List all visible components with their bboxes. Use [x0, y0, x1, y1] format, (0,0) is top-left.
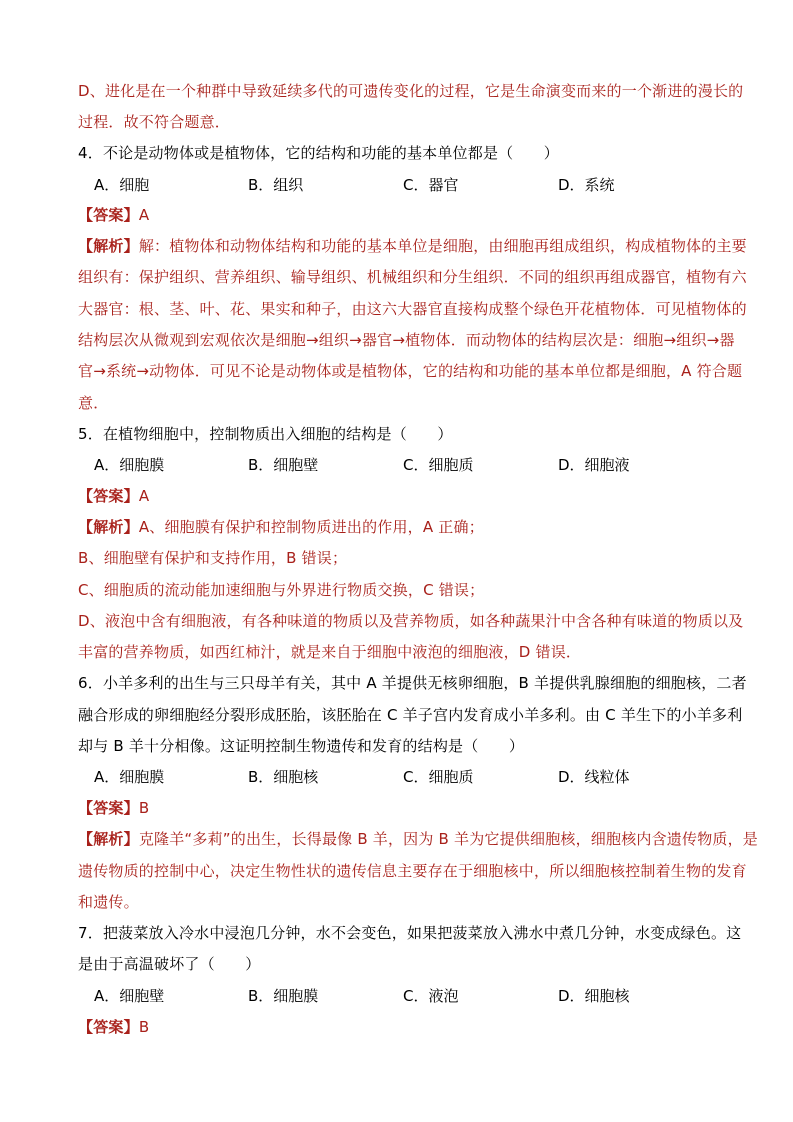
q7-option-a: A．细胞壁 — [94, 987, 165, 1005]
q7-option-b: B．细胞膜 — [248, 987, 319, 1005]
q5-analysis-line-1: 【解析】A、细胞膜有保护和控制物质进出的作用，A 正确； — [78, 518, 484, 536]
q6-analysis-line-2: 遗传物质的控制中心，决定生物性状的遗传信息主要存在于细胞核中，所以细胞核控制着生物的发育 — [78, 862, 747, 880]
q5-option-b: B．细胞壁 — [248, 456, 319, 474]
answer-value: B — [138, 799, 150, 817]
q7-stem-line-2: 是由于高温破坏了（ ） — [78, 955, 261, 973]
q6-option-b: B．细胞核 — [248, 768, 319, 786]
q6-analysis-line-1: 【解析】克隆羊“多莉”的出生，长得最像 B 羊，因为 B 羊为它提供细胞核，细胞核内含遗传物质，是 — [78, 830, 759, 848]
q4-option-c: C．器官 — [403, 176, 459, 194]
q5-analysis-line-5: 丰富的营养物质，如西红柿汁，就是来自于细胞中液泡的细胞液，D 错误． — [78, 643, 582, 661]
q4-analysis-line-1: 【解析】解：植物体和动物体结构和功能的基本单位是细胞，由细胞再组成组织，构成植物体的主要 — [78, 237, 747, 255]
q4-option-d: D．系统 — [558, 176, 615, 194]
q4-option-a: A．细胞 — [94, 176, 150, 194]
q5-option-d: D．细胞液 — [558, 456, 630, 474]
analysis-tag: 【解析】 — [78, 518, 139, 536]
q6-option-d: D．线粒体 — [558, 768, 630, 786]
answer-tag: 【答案】 — [78, 1018, 139, 1036]
q4-answer — [78, 205, 149, 225]
q3-explanation-end: 过程．故不符合题意． — [78, 113, 231, 131]
q4-analysis-line-5: 官→系统→动物体．可见不论是动物体或是植物体，它的结构和功能的基本单位都是细胞，A 符合题 — [78, 362, 743, 380]
q7-answer — [78, 1017, 149, 1037]
q4-analysis-line-2: 组织有：保护组织、营养组织、输导组织、机械组织和分生组织．不同的组织再组成器官，植物有六 — [78, 268, 747, 286]
q5-option-a: A．细胞膜 — [94, 456, 165, 474]
q6-stem-line-3: 却与 B 羊十分相像。这证明控制生物遗传和发育的结构是（ ） — [78, 737, 525, 755]
q6-answer — [78, 798, 149, 818]
analysis-tag: 【解析】 — [78, 830, 139, 848]
q4-analysis-line-6: 意． — [78, 394, 109, 412]
answer-value: A — [138, 206, 150, 224]
q6-option-a: A．细胞膜 — [94, 768, 165, 786]
q7-option-c: C．液泡 — [403, 987, 459, 1005]
analysis-tag: 【解析】 — [78, 237, 139, 255]
q6-option-c: C．细胞质 — [403, 768, 474, 786]
q6-stem-line-1: 6．小羊多利的出生与三只母羊有关，其中 A 羊提供无核卵细胞，B 羊提供乳腺细胞的细胞核，二者 — [78, 674, 747, 692]
q3-option-d-explanation: D、进化是在一个种群中导致延续多代的可遗传变化的过程，它是生命演变而来的一个渐进的漫长的 — [78, 82, 744, 100]
q5-answer — [78, 486, 149, 506]
q7-option-d: D．细胞核 — [558, 987, 630, 1005]
q6-stem-line-2: 融合形成的卵细胞经分裂形成胚胎，该胚胎在 C 羊子宫内发育成小羊多利。由 C 羊生下的小羊多利 — [78, 706, 743, 724]
answer-tag: 【答案】 — [78, 206, 139, 224]
q4-analysis-line-3: 大器官：根、茎、叶、花、果实和种子，由这六大器官直接构成整个绿色开花植物体．可见植物体的 — [78, 300, 747, 318]
answer-value: A — [138, 487, 150, 505]
q5-option-c: C．细胞质 — [403, 456, 474, 474]
q7-stem-line-1: 7．把菠菜放入冷水中浸泡几分钟，水不会变色，如果把菠菜放入沸水中煮几分钟，水变成绿色。这 — [78, 924, 742, 942]
answer-tag: 【答案】 — [78, 487, 139, 505]
q5-stem: 5．在植物细胞中，控制物质出入细胞的结构是（ ） — [78, 425, 453, 443]
q6-analysis-line-3: 和遗传。 — [78, 893, 139, 911]
q5-analysis-line-3: C、细胞质的流动能加速细胞与外界进行物质交换，C 错误； — [78, 581, 485, 599]
answer-tag: 【答案】 — [78, 799, 139, 817]
q5-analysis-line-4: D、液泡中含有细胞液，有各种味道的物质以及营养物质，如各种蔬果汁中含各种有味道的物质以及 — [78, 612, 744, 630]
answer-value: B — [138, 1018, 150, 1036]
q4-analysis-line-4: 结构层次从微观到宏观依次是细胞→组织→器官→植物体．而动物体的结构层次是：细胞→组织→器 — [78, 331, 735, 349]
q4-stem: 4．不论是动物体或是植物体，它的结构和功能的基本单位都是（ ） — [78, 144, 559, 162]
q5-analysis-line-2: B、细胞壁有保护和支持作用，B 错误； — [78, 549, 348, 567]
q4-option-b: B．组织 — [248, 176, 304, 194]
